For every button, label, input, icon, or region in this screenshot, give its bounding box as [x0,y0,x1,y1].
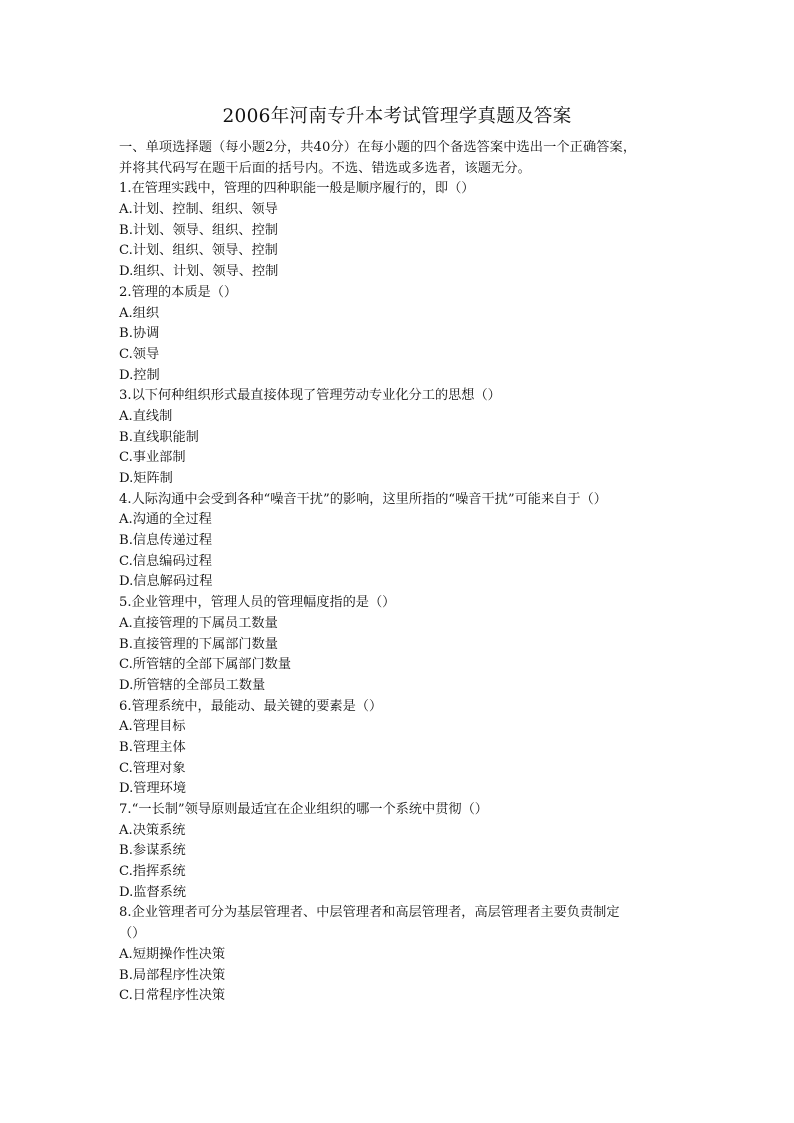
question-8 [119,903,679,1006]
option-a: A.计划、控制、组织、领导 [119,202,278,218]
option-d: D.信息解码过程 [119,574,213,590]
option-b: B.管理主体 [119,739,186,755]
option-c: C.信息编码过程 [119,553,212,569]
option-a: A.短期操作性决策 [119,946,226,962]
option-b: B.直接管理的下属部门数量 [119,636,278,652]
option-d: D.监督系统 [119,884,187,900]
option-b: B.计划、领导、组织、控制 [119,222,278,238]
option-c: C.所管辖的全部下属部门数量 [119,657,292,673]
question-stem-continuation: （） [119,926,146,942]
instruction-line: 并将其代码写在题干后面的括号内。不选、错选或多选者，该题无分。 [119,160,531,176]
option-a: A.直接管理的下属员工数量 [119,615,278,631]
document-body [119,138,679,1007]
instruction-line: 一、单项选择题（每小题2分，共40分）在每小题的四个备选答案中选出一个正确答案， [119,140,637,155]
option-c: C.事业部制 [119,450,186,466]
option-d: D.组织、计划、领导、控制 [119,264,279,280]
document-title: 2006年河南专升本考试管理学真题及答案 [222,106,572,127]
option-c: C.指挥系统 [119,864,186,880]
question-1 [119,179,679,282]
option-b: B.直线职能制 [119,429,199,445]
option-d: D.管理环境 [119,781,187,797]
option-c: C.计划、组织、领导、控制 [119,243,278,259]
section-instructions [119,138,679,179]
question-stem: 8.企业管理者可分为基层管理者、中层管理者和高层管理者，高层管理者主要负责制定 [119,905,620,921]
option-a: A.决策系统 [119,822,186,838]
option-a: A.直线制 [119,408,173,424]
question-stem: 1.在管理实践中，管理的四种职能一般是顺序履行的，即（） [119,181,475,197]
question-4 [119,490,679,593]
question-7 [119,800,679,903]
question-stem: 2.管理的本质是（） [119,284,238,300]
question-6 [119,697,679,800]
option-d: D.矩阵制 [119,471,173,486]
question-stem: 3.以下何种组织形式最直接体现了管理劳动专业化分工的思想（） [119,388,501,404]
option-c: C.管理对象 [119,760,186,776]
option-c: C.日常程序性决策 [119,988,226,1004]
option-a: A.沟通的全过程 [119,512,212,528]
question-2 [119,283,679,386]
option-a: A.管理目标 [119,719,186,735]
option-c: C.领导 [119,346,160,362]
option-b: B.参谋系统 [119,843,186,859]
option-b: B.信息传递过程 [119,533,213,549]
question-stem: 7.“一长制”领导原则最适宜在企业组织的哪一个系统中贯彻（） [119,802,488,817]
option-b: B.协调 [119,326,160,342]
option-b: B.局部程序性决策 [119,967,226,983]
question-stem: 4.人际沟通中会受到各种“噪音干扰”的影响，这里所指的“噪音干扰”可能来自于（） [119,491,607,507]
option-a: A.组织 [119,305,160,321]
question-3 [119,386,679,489]
question-stem: 5.企业管理中，管理人员的管理幅度指的是（） [119,595,396,611]
question-5 [119,593,679,696]
option-d: D.所管辖的全部员工数量 [119,677,266,693]
option-d: D.控制 [119,367,160,383]
question-stem: 6.管理系统中，最能动、最关键的要素是（） [119,698,383,714]
